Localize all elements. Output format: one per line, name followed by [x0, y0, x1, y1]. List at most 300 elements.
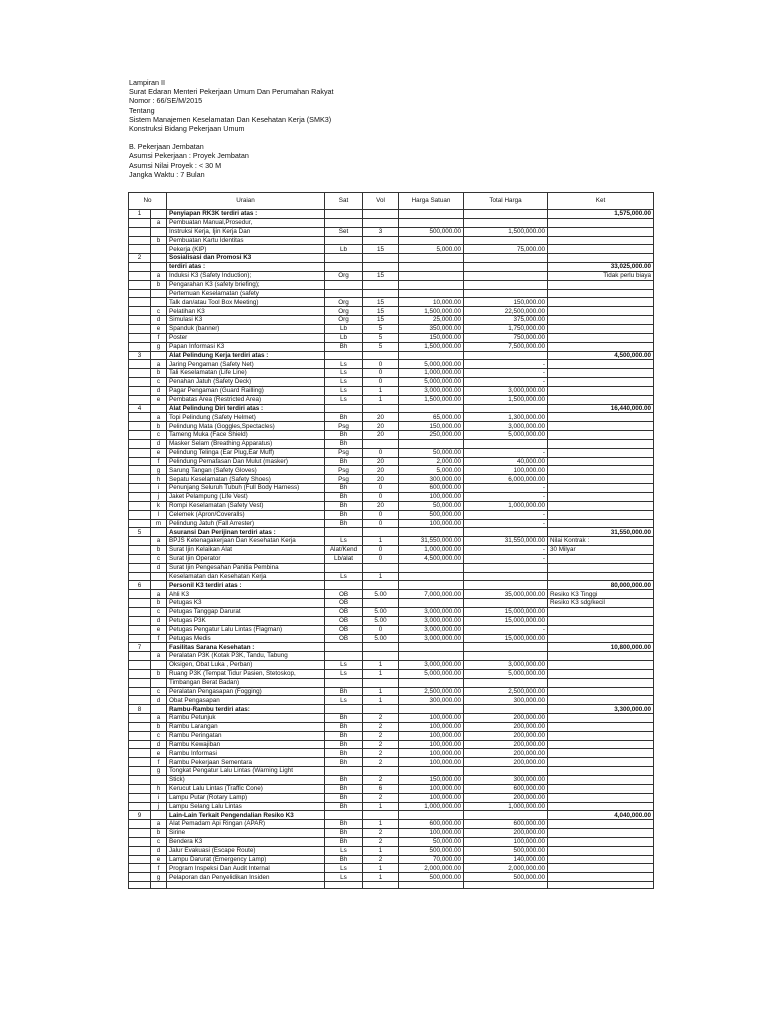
cell-harga-satuan: 5,000.00	[399, 466, 464, 475]
cell-sat: Lb/alat	[325, 554, 363, 563]
cell-letter: m	[151, 519, 167, 528]
cell-total-harga	[464, 528, 548, 537]
cell-total-harga: -	[464, 378, 548, 387]
cell-total-harga: 6,000,000.00	[464, 475, 548, 484]
table-row	[129, 245, 654, 254]
cell-vol: 5	[363, 342, 399, 351]
cell-vol	[363, 599, 399, 608]
table-row	[129, 758, 654, 767]
cell-harga-satuan: 600,000.00	[399, 484, 464, 493]
cell-no	[129, 431, 151, 440]
cell-ket: Tidak perlu biaya	[548, 271, 654, 280]
cell-harga-satuan	[399, 581, 464, 590]
table-row	[129, 652, 654, 661]
cell-ket: 30 Milyar	[548, 546, 654, 555]
cell-letter	[151, 289, 167, 298]
cell-sat: Org	[325, 271, 363, 280]
cell-no	[129, 501, 151, 510]
cell-uraian: Personil K3 terdiri atas :	[167, 581, 325, 590]
table-row	[129, 431, 654, 440]
cell-harga-satuan: 7,000,000.00	[399, 590, 464, 599]
cell-no	[129, 625, 151, 634]
cell-no	[129, 634, 151, 643]
cell-ket	[548, 369, 654, 378]
cell-letter: a	[151, 218, 167, 227]
cell-letter	[151, 776, 167, 785]
cell-sat: Ls	[325, 572, 363, 581]
table-row	[129, 466, 654, 475]
cell-letter: a	[151, 413, 167, 422]
cell-letter: f	[151, 634, 167, 643]
table-row	[129, 634, 654, 643]
cell-no	[129, 563, 151, 572]
cell-no	[129, 599, 151, 608]
cell-total-harga	[464, 678, 548, 687]
cell-no	[129, 572, 151, 581]
cell-uraian: Peralatan P3K (Kotak P3K, Tandu, Tabung	[167, 652, 325, 661]
cell-total-harga: 1,000,000.00	[464, 802, 548, 811]
cell-letter: h	[151, 475, 167, 484]
cell-total-harga: 1,500,000.00	[464, 227, 548, 236]
cell-harga-satuan	[399, 218, 464, 227]
cell-ket	[548, 324, 654, 333]
cell-harga-satuan: 4,500,000.00	[399, 554, 464, 563]
cell-ket	[548, 714, 654, 723]
cell-vol: 2	[363, 855, 399, 864]
cell-total-harga: 300,000.00	[464, 776, 548, 785]
table-row	[129, 448, 654, 457]
cell-harga-satuan: 50,000.00	[399, 837, 464, 846]
cell-harga-satuan: 100,000.00	[399, 740, 464, 749]
table-row	[129, 661, 654, 670]
cell-uraian: Lampu Darurat (Emergency Lamp)	[167, 855, 325, 864]
table-row	[129, 767, 654, 776]
cell-sat: OB	[325, 590, 363, 599]
cell-uraian: Oksigen, Obat Luka , Perban)	[167, 661, 325, 670]
cell-letter: e	[151, 855, 167, 864]
table-row	[129, 236, 654, 245]
cell-no	[129, 731, 151, 740]
empty-cell	[167, 882, 325, 889]
cell-vol	[363, 581, 399, 590]
cell-ket	[548, 501, 654, 510]
cell-sat: Ls	[325, 669, 363, 678]
cell-no	[129, 324, 151, 333]
cell-ket: Nilai Kontrak :	[548, 537, 654, 546]
cell-sat	[325, 581, 363, 590]
cell-letter	[151, 254, 167, 263]
header-line: Jangka Waktu : 7 Bulan	[129, 169, 205, 179]
empty-cell	[151, 882, 167, 889]
cell-letter: b	[151, 236, 167, 245]
cell-total-harga	[464, 218, 548, 227]
cell-no	[129, 298, 151, 307]
cell-vol: 20	[363, 466, 399, 475]
cell-ket	[548, 466, 654, 475]
cell-uraian: Bendera K3	[167, 837, 325, 846]
cell-ket: 33,025,000.00	[548, 263, 654, 272]
cell-total-harga	[464, 439, 548, 448]
col-header-vol: Vol	[363, 193, 399, 210]
cell-harga-satuan: 150,000.00	[399, 422, 464, 431]
cell-harga-satuan: 150,000.00	[399, 776, 464, 785]
cell-vol	[363, 210, 399, 219]
cell-ket	[548, 413, 654, 422]
cell-no: 9	[129, 811, 151, 820]
table-row	[129, 616, 654, 625]
cell-no: 6	[129, 581, 151, 590]
cell-vol: 6	[363, 784, 399, 793]
empty-cell	[548, 882, 654, 889]
cell-no	[129, 369, 151, 378]
cell-no	[129, 722, 151, 731]
cell-ket	[548, 563, 654, 572]
cell-no	[129, 829, 151, 838]
cell-vol: 5	[363, 324, 399, 333]
cell-ket	[548, 722, 654, 731]
cell-vol: 1	[363, 846, 399, 855]
cell-total-harga: 600,000.00	[464, 820, 548, 829]
cell-uraian: Talk dan/atau Tool Box Meeting)	[167, 298, 325, 307]
cell-uraian: Rambu Pekerjaan Sementara	[167, 758, 325, 767]
cell-uraian: Pembuatan Manual,Prosedur,	[167, 218, 325, 227]
cell-sat: OB	[325, 599, 363, 608]
header-line: Asumsi Pekerjaan : Proyek Jembatan	[129, 151, 249, 161]
header-line: Nomor : 66/SE/M/2015	[129, 96, 203, 106]
cell-sat	[325, 643, 363, 652]
cell-letter: e	[151, 625, 167, 634]
cell-harga-satuan	[399, 643, 464, 652]
cell-sat: Ls	[325, 386, 363, 395]
cell-sat: OB	[325, 634, 363, 643]
cell-harga-satuan	[399, 652, 464, 661]
cell-sat: Ls	[325, 369, 363, 378]
cell-ket	[548, 439, 654, 448]
cell-no	[129, 837, 151, 846]
cell-total-harga: 75,000.00	[464, 245, 548, 254]
cell-letter: c	[151, 687, 167, 696]
cell-letter	[151, 811, 167, 820]
cell-vol: 2	[363, 722, 399, 731]
cell-harga-satuan: 350,000.00	[399, 324, 464, 333]
cell-uraian: Surat Ijin Kelaikan Alat	[167, 546, 325, 555]
cell-letter: c	[151, 554, 167, 563]
cell-sat: Ls	[325, 873, 363, 882]
cell-total-harga: 15,000,000.00	[464, 607, 548, 616]
table-row	[129, 342, 654, 351]
cell-letter: h	[151, 784, 167, 793]
cell-no: 2	[129, 254, 151, 263]
table-row	[129, 572, 654, 581]
cell-sat	[325, 289, 363, 298]
cell-no: 5	[129, 528, 151, 537]
cell-uraian: Pembuatan Kartu Identitas	[167, 236, 325, 245]
cell-harga-satuan	[399, 404, 464, 413]
table-row	[129, 714, 654, 723]
cell-ket	[548, 333, 654, 342]
cell-total-harga	[464, 280, 548, 289]
cell-no	[129, 784, 151, 793]
cell-harga-satuan	[399, 280, 464, 289]
cell-no	[129, 820, 151, 829]
cell-harga-satuan	[399, 254, 464, 263]
cell-sat	[325, 218, 363, 227]
cell-no	[129, 616, 151, 625]
cell-total-harga	[464, 643, 548, 652]
cell-ket	[548, 846, 654, 855]
cell-total-harga: 750,000.00	[464, 333, 548, 342]
cell-vol: 1	[363, 864, 399, 873]
cell-total-harga: 3,000,000.00	[464, 386, 548, 395]
cell-sat: Bh	[325, 776, 363, 785]
cell-harga-satuan: 65,000.00	[399, 413, 464, 422]
cell-ket	[548, 758, 654, 767]
cell-vol	[363, 767, 399, 776]
cell-harga-satuan: 31,550,000.00	[399, 537, 464, 546]
col-header-harga-satuan: Harga Satuan	[399, 193, 464, 210]
cell-ket	[548, 749, 654, 758]
cell-uraian: terdiri atas :	[167, 263, 325, 272]
cell-letter	[151, 351, 167, 360]
cell-ket	[548, 519, 654, 528]
cell-no	[129, 714, 151, 723]
cell-total-harga	[464, 236, 548, 245]
header-line: Konstruksi Bidang Pekerjaan Umum	[129, 124, 245, 134]
cell-sat: Bh	[325, 519, 363, 528]
cell-vol: 15	[363, 307, 399, 316]
cell-uraian: Kerucut Lalu Lintas (Traffic Cone)	[167, 784, 325, 793]
cell-sat	[325, 528, 363, 537]
cell-vol: 0	[363, 510, 399, 519]
table-row	[129, 289, 654, 298]
cell-ket	[548, 731, 654, 740]
cell-harga-satuan	[399, 210, 464, 219]
cell-total-harga	[464, 254, 548, 263]
cell-ket	[548, 652, 654, 661]
cell-vol: 5.00	[363, 607, 399, 616]
cell-total-harga: 15,000,000.00	[464, 616, 548, 625]
cell-sat	[325, 280, 363, 289]
cell-ket	[548, 607, 654, 616]
cell-letter: c	[151, 378, 167, 387]
table-row	[129, 333, 654, 342]
cell-uraian: Tameng Muka (Face Shield)	[167, 431, 325, 440]
table-row	[129, 687, 654, 696]
cell-harga-satuan: 3,000,000.00	[399, 634, 464, 643]
cell-total-harga: 2,500,000.00	[464, 687, 548, 696]
cell-ket	[548, 634, 654, 643]
cell-no: 3	[129, 351, 151, 360]
cell-total-harga: -	[464, 493, 548, 502]
cell-uraian: Topi Pelindung (Safety Helmet)	[167, 413, 325, 422]
cell-uraian: Ahli K3	[167, 590, 325, 599]
cell-total-harga: 2,000,000.00	[464, 864, 548, 873]
cell-harga-satuan: 5,000.00	[399, 245, 464, 254]
cell-total-harga: 200,000.00	[464, 740, 548, 749]
table-row	[129, 422, 654, 431]
cell-sat: Ls	[325, 846, 363, 855]
cell-sat	[325, 351, 363, 360]
cell-vol: 2	[363, 731, 399, 740]
table-header-row	[129, 193, 654, 210]
cell-ket	[548, 342, 654, 351]
cell-letter: g	[151, 873, 167, 882]
cell-sat: Bh	[325, 855, 363, 864]
cell-ket	[548, 360, 654, 369]
cell-ket	[548, 696, 654, 705]
cell-harga-satuan	[399, 811, 464, 820]
cell-no	[129, 846, 151, 855]
cell-total-harga: -	[464, 554, 548, 563]
cell-sat: Psg	[325, 448, 363, 457]
cell-total-harga: -	[464, 369, 548, 378]
cell-letter: b	[151, 546, 167, 555]
cell-ket	[548, 793, 654, 802]
cell-vol: 15	[363, 271, 399, 280]
cell-no	[129, 661, 151, 670]
section-row	[129, 643, 654, 652]
table-row	[129, 599, 654, 608]
cell-sat: Lb	[325, 333, 363, 342]
cell-no	[129, 607, 151, 616]
table-row	[129, 784, 654, 793]
cell-sat: Bh	[325, 731, 363, 740]
cell-uraian: Surat Ijin Pengesahan Panitia Pembina	[167, 563, 325, 572]
cell-total-harga: 140,000.00	[464, 855, 548, 864]
cell-vol: 2	[363, 793, 399, 802]
cell-letter	[151, 210, 167, 219]
cell-uraian: Sosialisasi dan Promosi K3	[167, 254, 325, 263]
cell-uraian: Tali Keselamatan (Life Line)	[167, 369, 325, 378]
cell-vol: 2	[363, 714, 399, 723]
cell-harga-satuan: 500,000.00	[399, 510, 464, 519]
table-row	[129, 855, 654, 864]
cell-harga-satuan: 150,000.00	[399, 333, 464, 342]
table-row	[129, 625, 654, 634]
cell-total-harga: -	[464, 546, 548, 555]
cell-sat: Bh	[325, 758, 363, 767]
table-row	[129, 776, 654, 785]
cell-letter: f	[151, 864, 167, 873]
cell-harga-satuan: 50,000.00	[399, 501, 464, 510]
cell-letter: i	[151, 793, 167, 802]
cell-harga-satuan	[399, 528, 464, 537]
cell-vol: 2	[363, 776, 399, 785]
cell-vol: 20	[363, 501, 399, 510]
cell-letter: e	[151, 749, 167, 758]
table-row	[129, 740, 654, 749]
cell-vol: 5	[363, 333, 399, 342]
cell-letter: d	[151, 846, 167, 855]
cell-vol	[363, 404, 399, 413]
cell-sat: Ls	[325, 537, 363, 546]
cell-no	[129, 740, 151, 749]
cell-ket	[548, 457, 654, 466]
cell-uraian: Rambu-Rambu terdiri atas:	[167, 705, 325, 714]
section-row	[129, 351, 654, 360]
cell-uraian: Surat Ijin Operator	[167, 554, 325, 563]
cell-harga-satuan	[399, 351, 464, 360]
cell-vol: 1	[363, 661, 399, 670]
cell-sat: Bh	[325, 802, 363, 811]
cell-ket: 1,575,000.00	[548, 210, 654, 219]
cell-total-harga: -	[464, 510, 548, 519]
cell-total-harga: 200,000.00	[464, 714, 548, 723]
cell-harga-satuan: 25,000.00	[399, 316, 464, 325]
cell-vol: 15	[363, 245, 399, 254]
cell-letter: c	[151, 431, 167, 440]
cell-ket	[548, 475, 654, 484]
cell-harga-satuan: 100,000.00	[399, 731, 464, 740]
cell-sat	[325, 811, 363, 820]
cell-vol: 0	[363, 360, 399, 369]
table-row	[129, 829, 654, 838]
cell-letter: d	[151, 439, 167, 448]
cell-vol: 0	[363, 546, 399, 555]
cell-total-harga	[464, 210, 548, 219]
cell-sat: Set	[325, 227, 363, 236]
table-row	[129, 395, 654, 404]
cell-letter	[151, 227, 167, 236]
table-row	[129, 731, 654, 740]
section-row	[129, 811, 654, 820]
cell-total-harga: 200,000.00	[464, 749, 548, 758]
cell-ket	[548, 254, 654, 263]
cell-total-harga	[464, 767, 548, 776]
cell-no	[129, 802, 151, 811]
table-row	[129, 873, 654, 882]
cell-total-harga	[464, 404, 548, 413]
table-row	[129, 324, 654, 333]
cell-no	[129, 652, 151, 661]
cell-vol: 2	[363, 740, 399, 749]
cell-total-harga: 500,000.00	[464, 873, 548, 882]
cell-vol	[363, 705, 399, 714]
cell-total-harga: 300,000.00	[464, 696, 548, 705]
cell-no	[129, 767, 151, 776]
cell-sat	[325, 236, 363, 245]
cell-ket	[548, 484, 654, 493]
cell-vol	[363, 528, 399, 537]
cell-letter: e	[151, 448, 167, 457]
cell-sat: Bh	[325, 793, 363, 802]
cell-vol: 5.00	[363, 634, 399, 643]
cell-vol	[363, 643, 399, 652]
cell-sat: Bh	[325, 413, 363, 422]
cell-uraian: Program Inspeksi Dan Audit Internal	[167, 864, 325, 873]
cell-letter: g	[151, 342, 167, 351]
cell-ket: 10,800,000.00	[548, 643, 654, 652]
cell-letter	[151, 572, 167, 581]
cell-sat	[325, 767, 363, 776]
cell-ket	[548, 395, 654, 404]
cell-harga-satuan: 3,000,000.00	[399, 607, 464, 616]
cell-total-harga: 200,000.00	[464, 731, 548, 740]
empty-cell	[363, 882, 399, 889]
cell-vol: 3	[363, 227, 399, 236]
cell-uraian: Rompi Keselamatan (Safety Vest)	[167, 501, 325, 510]
cell-total-harga: 1,500,000.00	[464, 395, 548, 404]
cell-uraian: Induksi K3 (Safety Induction);	[167, 271, 325, 280]
cell-vol: 1	[363, 669, 399, 678]
cell-harga-satuan: 100,000.00	[399, 722, 464, 731]
cell-vol: 1	[363, 395, 399, 404]
cell-uraian: Alat Pelindung Kerja terdiri atas :	[167, 351, 325, 360]
cell-uraian: Pelindung Jatuh (Fall Arrester)	[167, 519, 325, 528]
cell-harga-satuan: 70,000.00	[399, 855, 464, 864]
cell-uraian: Petugas P3K	[167, 616, 325, 625]
cell-uraian: Petugas K3	[167, 599, 325, 608]
